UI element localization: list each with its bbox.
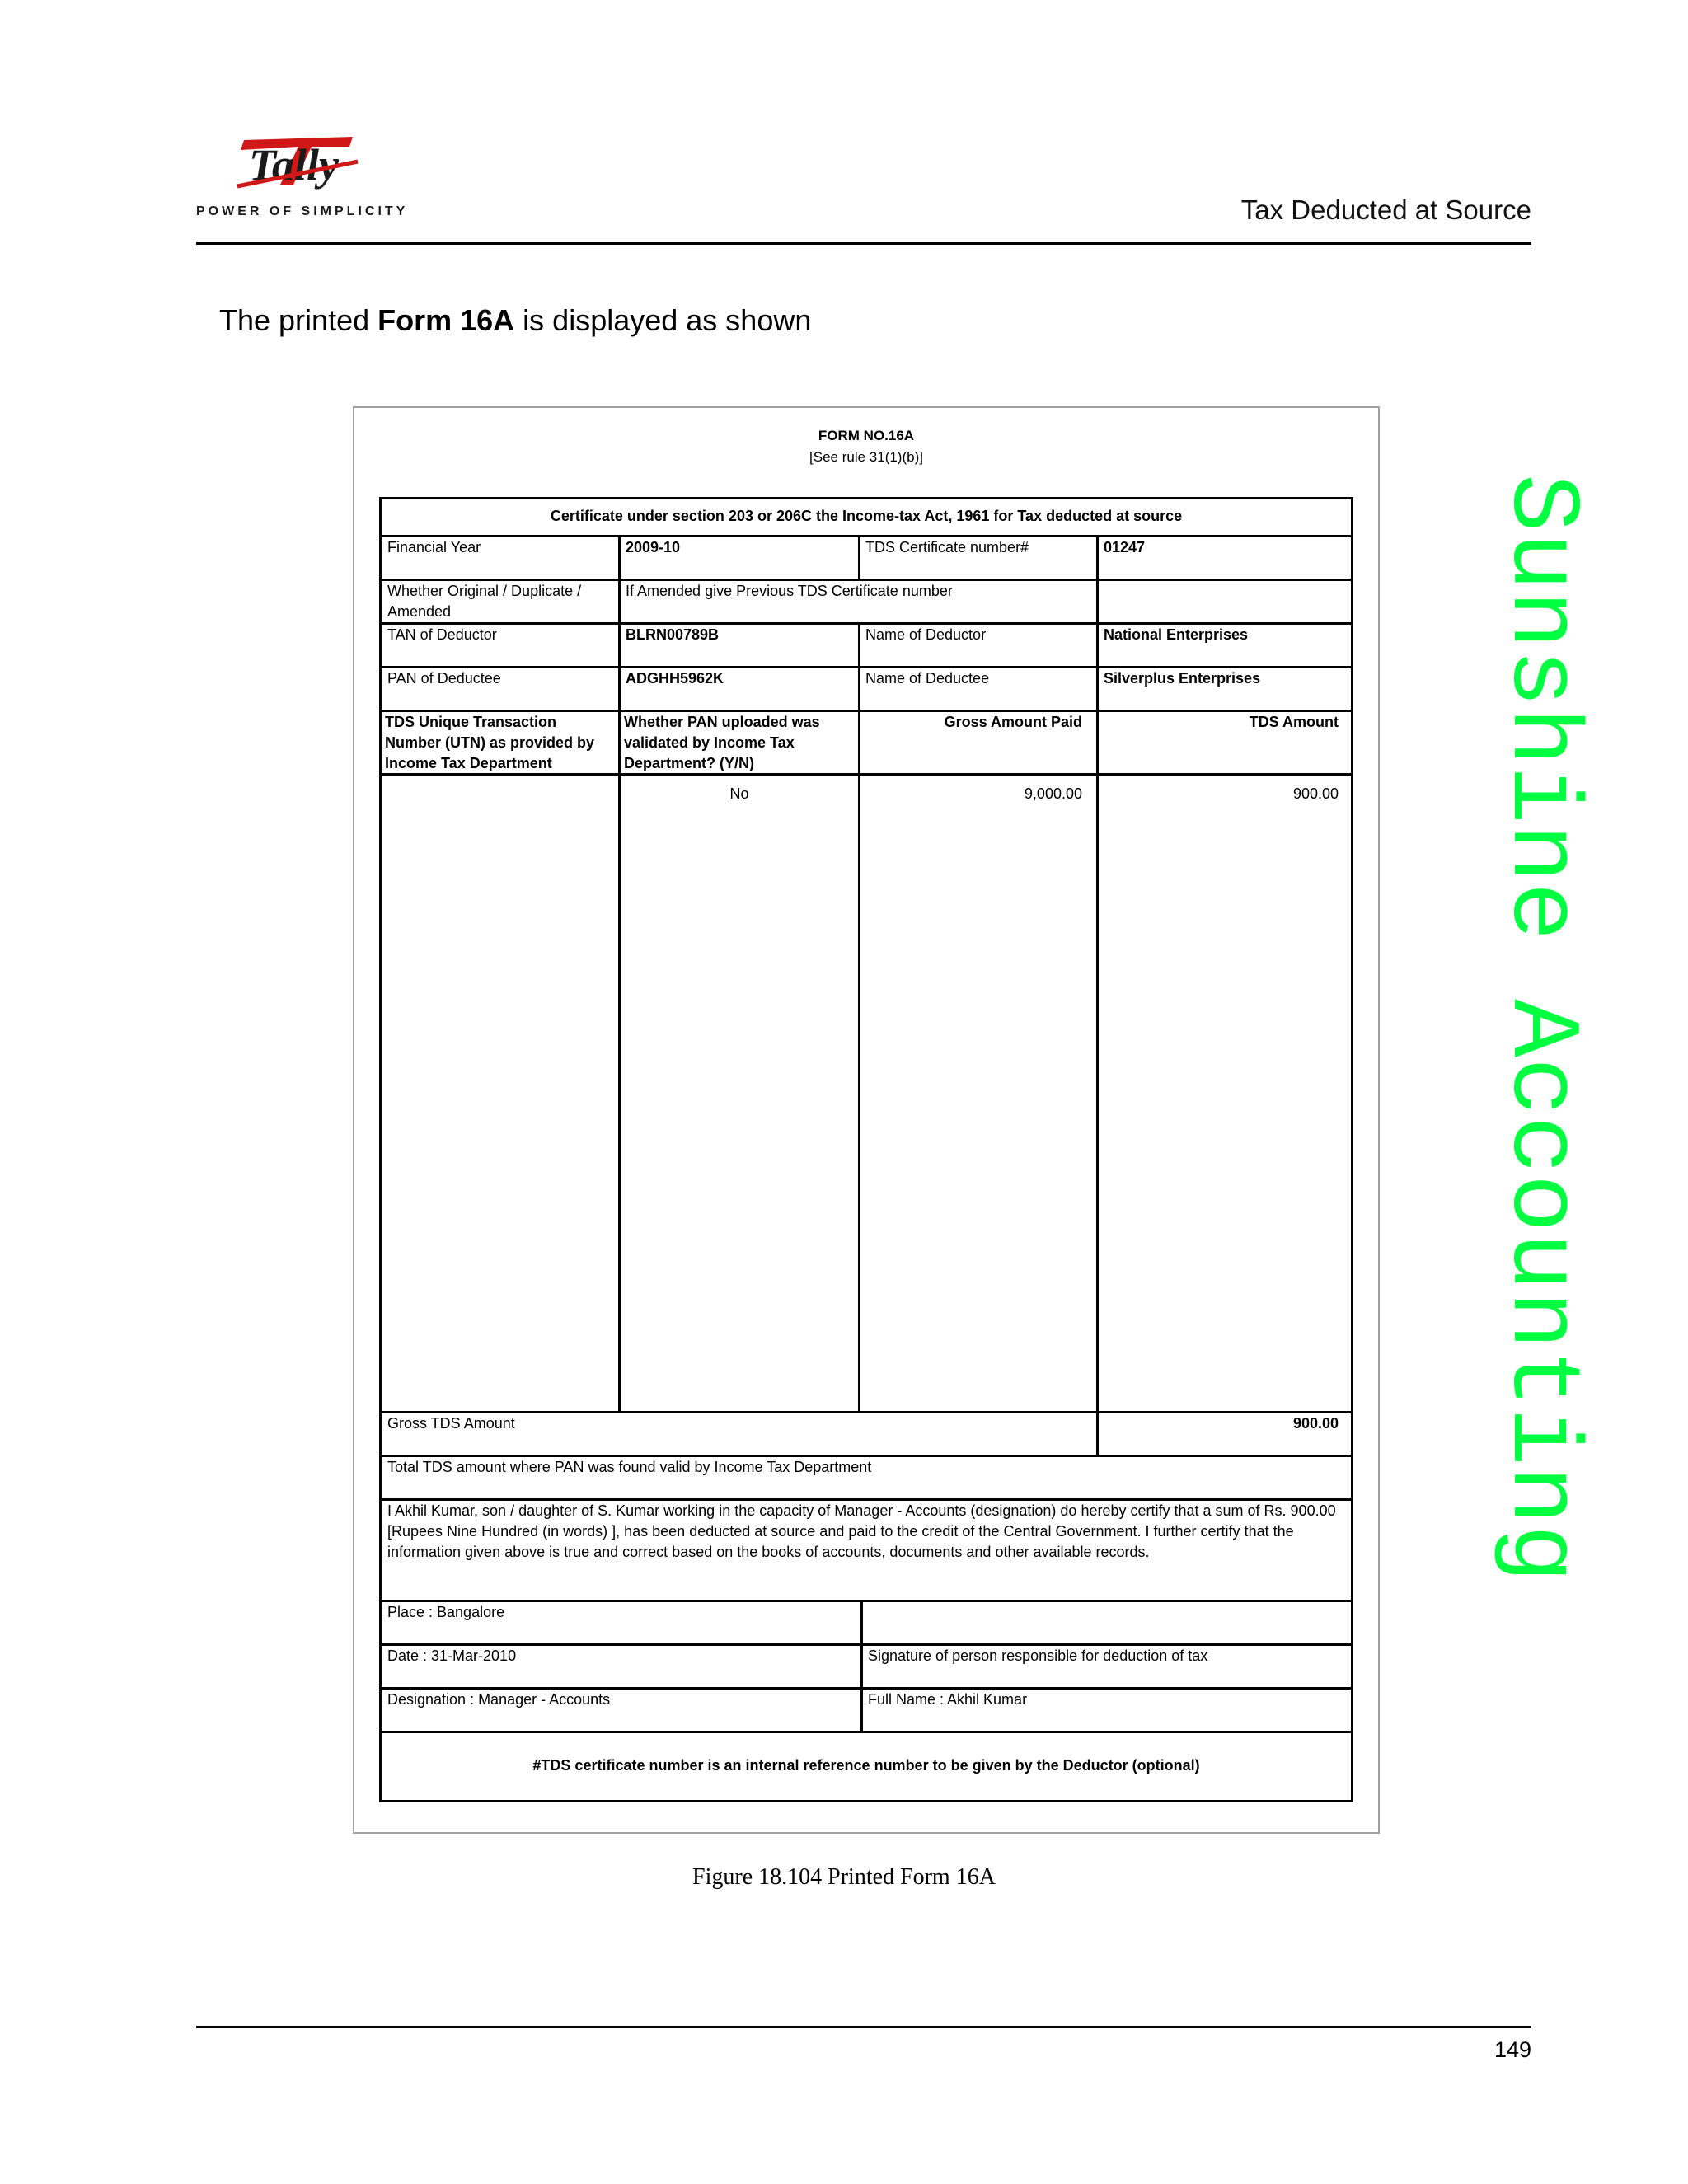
intro-suffix: is displayed as shown — [514, 303, 812, 337]
original-label: Whether Original / Duplicate / Amended — [387, 583, 582, 620]
col-divider — [1096, 579, 1099, 622]
tally-logo-mark — [229, 132, 361, 198]
designation: Designation : Manager - Accounts — [387, 1691, 611, 1708]
row-pan-validated: No — [729, 785, 749, 802]
col-divider — [618, 579, 621, 622]
form-rule: [See rule 31(1)(b)] — [809, 449, 923, 465]
certificate-heading: Certificate under section 203 or 206C the Income-tax Act, 1961 for Tax deducted at source — [550, 508, 1183, 524]
tan-value: BLRN00789B — [626, 626, 720, 643]
page-number: 149 — [1493, 2037, 1531, 2062]
tds-cert-label: TDS Certificate number# — [865, 539, 1029, 555]
column-header-utn: TDS Unique Transaction Number (UTN) as provided by Income Tax Department — [385, 714, 595, 771]
tan-label: TAN of Deductor — [387, 626, 497, 643]
form-table — [379, 497, 1353, 1802]
total-valid-label: Total TDS amount where PAN was found valid by Income Tax Department — [387, 1459, 872, 1475]
place: Place : Bangalore — [387, 1604, 505, 1620]
col-divider — [1096, 622, 1099, 1455]
col-divider — [858, 622, 860, 1411]
form-16a-figure — [353, 406, 1380, 1834]
row-divider — [382, 1731, 1351, 1733]
figure-caption: Figure 18.104 Printed Form 16A — [692, 1864, 996, 1890]
deductee-label: Name of Deductee — [865, 670, 990, 687]
financial-year-label: Financial Year — [387, 539, 481, 555]
tds-cert-number: 01247 — [1104, 539, 1146, 555]
logo-tagline: POWER OF SIMPLICITY — [196, 204, 409, 218]
row-gross-amount: 9,000.00 — [1024, 785, 1082, 802]
col-divider — [1096, 535, 1099, 579]
certification-text: I Akhil Kumar, son / daughter of S. Kumar working in the capacity of Manager - Accounts (designation) do hereby certify that a sum of Rs. 900.00 [Rupees Nine Hundred (in words) ], has been deducted at source and paid to the credit of the Central Government. I further certify that the information given above is true and correct based on the books of accounts, documents and other available records. — [387, 1502, 1336, 1560]
watermark: Sunshine Accounting — [1485, 474, 1595, 1583]
col-divider — [618, 622, 621, 1411]
deductee-value: Silverplus Enterprises — [1104, 670, 1261, 687]
deductor-value: National Enterprises — [1104, 626, 1249, 643]
date: Date : 31-Mar-2010 — [387, 1647, 517, 1664]
gross-tds-label: Gross TDS Amount — [387, 1415, 515, 1432]
footnote: #TDS certificate number is an internal reference number to be given by the Deductor (optional) — [532, 1757, 1200, 1774]
row-tds-amount: 900.00 — [1292, 785, 1339, 802]
full-name: Full Name : Akhil Kumar — [868, 1691, 1028, 1708]
col-divider — [618, 535, 621, 579]
header-rule — [196, 242, 1531, 245]
column-header-gross-amount: Gross Amount Paid — [944, 714, 1082, 730]
column-header-pan-validated: Whether PAN uploaded was validated by Income Tax Department? (Y/N) — [624, 714, 820, 771]
footer-rule — [196, 2026, 1531, 2028]
signature-label: Signature of person responsible for deduction of tax — [868, 1647, 1208, 1664]
tally-logo — [196, 132, 409, 223]
intro-prefix: The printed — [219, 303, 378, 337]
col-divider — [860, 1600, 863, 1731]
financial-year-value: 2009-10 — [626, 539, 681, 555]
intro-text — [219, 303, 811, 338]
header-title: Tax Deducted at Source — [1240, 194, 1531, 225]
intro-bold: Form 16A — [377, 303, 515, 337]
logo-text: Tally — [249, 140, 340, 190]
form-title: FORM NO.16A — [818, 428, 915, 443]
pan-label: PAN of Deductee — [387, 670, 501, 687]
col-divider — [858, 535, 860, 579]
pan-value: ADGHH5962K — [626, 670, 724, 687]
gross-tds-value: 900.00 — [1292, 1415, 1339, 1432]
column-header-tds-amount: TDS Amount — [1249, 714, 1339, 730]
deductor-label: Name of Deductor — [865, 626, 987, 643]
amended-label: If Amended give Previous TDS Certificate number — [626, 583, 953, 599]
row-divider — [382, 1600, 1351, 1602]
